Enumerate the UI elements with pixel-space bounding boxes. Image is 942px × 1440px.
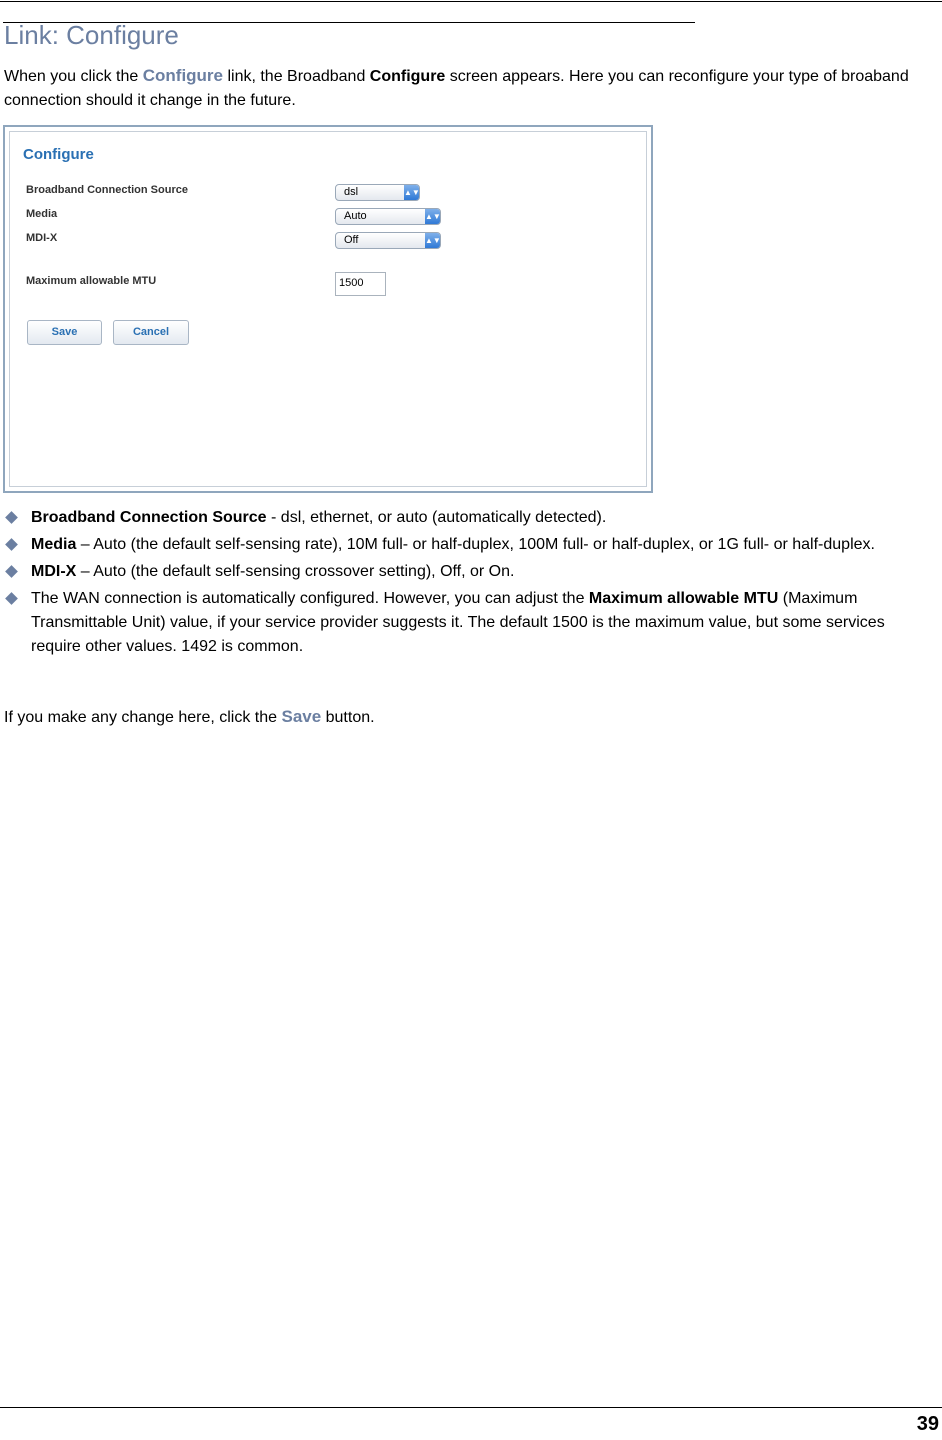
option-list <box>4 506 934 662</box>
mdix-label: MDI-X <box>26 232 58 244</box>
media-select[interactable] <box>335 208 441 225</box>
outro-paragraph: If you make any change here, click the Save button. <box>4 707 375 726</box>
media-label: Media <box>26 208 58 220</box>
diamond-bullet-icon <box>5 565 18 578</box>
save-button[interactable]: Save <box>27 320 102 345</box>
updown-arrow-icon: ▲▼ <box>425 233 440 248</box>
mtu-label: Maximum allowable MTU <box>26 275 157 287</box>
updown-arrow-icon: ▲▼ <box>404 185 419 200</box>
updown-arrow-icon: ▲▼ <box>425 209 440 224</box>
configure-title: Configure <box>23 146 94 163</box>
mtu-input[interactable]: 1500 <box>335 272 386 296</box>
top-rule <box>0 1 942 2</box>
intro-paragraph: When you click the Configure link, the Broadband Configure screen appears. Here you can reconfigure your type of broaband connection should it change in the future. <box>4 66 909 109</box>
source-label: Broadband Connection Source <box>26 184 188 196</box>
bottom-rule <box>0 1407 942 1408</box>
page-number: 39 <box>916 1413 939 1435</box>
save-link[interactable]: Save <box>281 707 322 726</box>
diamond-bullet-icon <box>5 592 18 605</box>
section-heading: Link: Configure <box>4 20 179 50</box>
list-item: The WAN connection is automatically configured. However, you can adjust the Maximum allowable MTU (Maximum Transmittable Unit) value, if your service provider suggests it. The default 1500 is the maximum value, but some services require other values. 1492 is common. <box>4 587 934 659</box>
media-value: Auto <box>344 210 367 222</box>
screenshot-panel <box>9 131 647 487</box>
mdix-value: Off <box>344 234 359 246</box>
cancel-button[interactable]: Cancel <box>113 320 189 345</box>
diamond-bullet-icon <box>5 511 18 524</box>
list-item: Media – Auto (the default self-sensing rate), 10M full- or half-duplex, 100M full- or half-duplex, or 1G full- or half-duplex. <box>4 533 934 557</box>
list-item: MDI-X – Auto (the default self-sensing crossover setting), Off, or On. <box>4 560 934 584</box>
source-select[interactable] <box>335 184 420 201</box>
list-item: Broadband Connection Source - dsl, ethernet, or auto (automatically detected). <box>4 506 934 530</box>
diamond-bullet-icon <box>5 538 18 551</box>
configure-screenshot <box>3 125 653 493</box>
source-value: dsl <box>344 186 359 198</box>
mdix-select[interactable] <box>335 232 441 249</box>
configure-link[interactable]: Configure <box>142 66 224 85</box>
